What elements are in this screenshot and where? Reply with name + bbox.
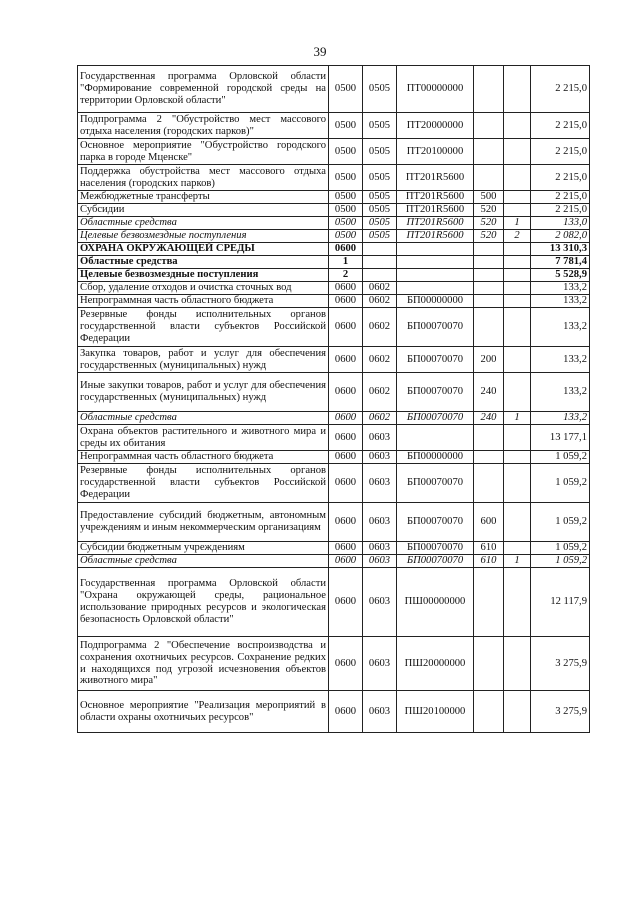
funding-source-cell	[504, 542, 531, 555]
subsection-code-cell: 0505	[363, 217, 397, 230]
expense-type-cell: 610	[474, 542, 504, 555]
funding-source-cell	[504, 637, 531, 691]
expense-type-cell	[474, 243, 504, 256]
funding-source-cell	[504, 269, 531, 282]
row-name-cell: Закупка товаров, работ и услуг для обеспечения государственных (муниципальных) нужд	[78, 347, 329, 373]
target-article-cell: БП00070070	[397, 308, 474, 347]
table-row	[78, 691, 590, 733]
section-code-cell: 0500	[329, 191, 363, 204]
table-row	[78, 204, 590, 217]
funding-source-cell: 2	[504, 230, 531, 243]
section-code-cell: 0600	[329, 412, 363, 425]
target-article-cell: БП00070070	[397, 347, 474, 373]
target-article-cell: ПТ201R5600	[397, 204, 474, 217]
row-name-cell: Подпрограмма 2 "Обеспечение воспроизводства и сохранения охотничьих ресурсов. Сохранение редких и находящихся под угрозой исчезновения объектов животного мира"	[78, 637, 329, 691]
amount-cell: 133,0	[531, 217, 590, 230]
target-article-cell: БП00000000	[397, 295, 474, 308]
amount-cell: 1 059,2	[531, 503, 590, 542]
expense-type-cell	[474, 451, 504, 464]
subsection-code-cell: 0603	[363, 555, 397, 568]
expense-type-cell: 520	[474, 204, 504, 217]
expense-type-cell	[474, 269, 504, 282]
row-name-cell: Подпрограмма 2 "Обустройство мест массового отдыха населения (городских парков)"	[78, 113, 329, 139]
funding-source-cell: 1	[504, 555, 531, 568]
amount-cell: 2 215,0	[531, 165, 590, 191]
funding-source-cell	[504, 295, 531, 308]
page-number: 39	[313, 44, 327, 59]
section-code-cell: 0500	[329, 165, 363, 191]
table-row	[78, 230, 590, 243]
amount-cell: 133,2	[531, 308, 590, 347]
target-article-cell: ПТ20000000	[397, 113, 474, 139]
expense-type-cell: 500	[474, 191, 504, 204]
target-article-cell: ПШ00000000	[397, 568, 474, 637]
section-code-cell: 0600	[329, 308, 363, 347]
amount-cell: 133,2	[531, 295, 590, 308]
expense-type-cell	[474, 637, 504, 691]
subsection-code-cell: 0505	[363, 230, 397, 243]
funding-source-cell: 1	[504, 412, 531, 425]
section-code-cell: 0600	[329, 451, 363, 464]
table-row	[78, 308, 590, 347]
section-code-cell: 0500	[329, 217, 363, 230]
subsection-code-cell: 0505	[363, 139, 397, 165]
funding-source-cell	[504, 243, 531, 256]
amount-cell: 1 059,2	[531, 542, 590, 555]
funding-source-cell	[504, 691, 531, 733]
amount-cell: 2 215,0	[531, 204, 590, 217]
row-name-cell: Областные средства	[78, 555, 329, 568]
subsection-code-cell	[363, 269, 397, 282]
table-row	[78, 191, 590, 204]
amount-cell: 12 117,9	[531, 568, 590, 637]
section-code-cell: 0600	[329, 568, 363, 637]
section-code-cell: 1	[329, 256, 363, 269]
subsection-code-cell: 0602	[363, 347, 397, 373]
table-row	[78, 555, 590, 568]
table-row	[78, 451, 590, 464]
table-row	[78, 373, 590, 412]
subsection-code-cell: 0603	[363, 425, 397, 451]
row-name-cell: Непрограммная часть областного бюджета	[78, 295, 329, 308]
subsection-code-cell: 0603	[363, 451, 397, 464]
amount-cell: 2 215,0	[531, 191, 590, 204]
funding-source-cell	[504, 308, 531, 347]
section-code-cell: 0600	[329, 373, 363, 412]
funding-source-cell	[504, 191, 531, 204]
row-name-cell: Государственная программа Орловской области "Формирование современной городской среды на территории Орловской области"	[78, 66, 329, 113]
funding-source-cell	[504, 425, 531, 451]
amount-cell: 133,2	[531, 412, 590, 425]
target-article-cell: БП00070070	[397, 503, 474, 542]
row-name-cell: Областные средства	[78, 217, 329, 230]
expense-type-cell	[474, 464, 504, 503]
subsection-code-cell: 0602	[363, 412, 397, 425]
funding-source-cell	[504, 464, 531, 503]
table-row	[78, 243, 590, 256]
funding-source-cell	[504, 66, 531, 113]
amount-cell: 133,2	[531, 282, 590, 295]
target-article-cell: ПТ201R5600	[397, 191, 474, 204]
funding-source-cell	[504, 451, 531, 464]
section-code-cell: 0500	[329, 230, 363, 243]
expense-type-cell	[474, 66, 504, 113]
row-name-cell: Охрана объектов растительного и животного мира и среды их обитания	[78, 425, 329, 451]
target-article-cell: БП00070070	[397, 464, 474, 503]
amount-cell: 1 059,2	[531, 555, 590, 568]
row-name-cell: Областные средства	[78, 412, 329, 425]
table-row	[78, 66, 590, 113]
target-article-cell: БП00000000	[397, 451, 474, 464]
row-name-cell: Резервные фонды исполнительных органов государственной власти субъектов Российской Федерации	[78, 308, 329, 347]
expense-type-cell: 240	[474, 412, 504, 425]
table-row	[78, 542, 590, 555]
row-name-cell: Субсидии	[78, 204, 329, 217]
funding-source-cell	[504, 256, 531, 269]
expense-type-cell: 200	[474, 347, 504, 373]
expense-type-cell	[474, 568, 504, 637]
target-article-cell: ПШ20000000	[397, 637, 474, 691]
section-code-cell: 0500	[329, 204, 363, 217]
expense-type-cell: 240	[474, 373, 504, 412]
funding-source-cell	[504, 139, 531, 165]
amount-cell: 5 528,9	[531, 269, 590, 282]
expense-type-cell	[474, 308, 504, 347]
expense-type-cell: 520	[474, 217, 504, 230]
row-name-cell: Целевые безвозмездные поступления	[78, 230, 329, 243]
section-code-cell: 0600	[329, 295, 363, 308]
funding-source-cell	[504, 113, 531, 139]
target-article-cell	[397, 282, 474, 295]
row-name-cell: Областные средства	[78, 256, 329, 269]
funding-source-cell	[504, 373, 531, 412]
table-row	[78, 347, 590, 373]
section-code-cell: 0600	[329, 282, 363, 295]
target-article-cell	[397, 256, 474, 269]
target-article-cell: ПТ20100000	[397, 139, 474, 165]
row-name-cell: Основное мероприятие "Реализация мероприятий в области охраны охотничьих ресурсов"	[78, 691, 329, 733]
expense-type-cell: 520	[474, 230, 504, 243]
row-name-cell: Предоставление субсидий бюджетным, автономным учреждениям и иным некоммерческим организациям	[78, 503, 329, 542]
amount-cell: 133,2	[531, 373, 590, 412]
amount-cell: 3 275,9	[531, 691, 590, 733]
table-row	[78, 412, 590, 425]
table-row	[78, 568, 590, 637]
expense-type-cell	[474, 691, 504, 733]
amount-cell: 7 781,4	[531, 256, 590, 269]
expense-type-cell	[474, 256, 504, 269]
row-name-cell: Основное мероприятие "Обустройство городского парка в городе Мценске"	[78, 139, 329, 165]
amount-cell: 3 275,9	[531, 637, 590, 691]
target-article-cell	[397, 425, 474, 451]
amount-cell: 2 082,0	[531, 230, 590, 243]
table-row	[78, 282, 590, 295]
section-code-cell: 0600	[329, 691, 363, 733]
section-code-cell: 0500	[329, 113, 363, 139]
subsection-code-cell: 0505	[363, 204, 397, 217]
target-article-cell: БП00070070	[397, 373, 474, 412]
table-row	[78, 113, 590, 139]
subsection-code-cell: 0602	[363, 282, 397, 295]
table-row	[78, 269, 590, 282]
expense-type-cell	[474, 165, 504, 191]
target-article-cell: БП00070070	[397, 542, 474, 555]
target-article-cell: БП00070070	[397, 412, 474, 425]
subsection-code-cell: 0505	[363, 165, 397, 191]
row-name-cell: Государственная программа Орловской области "Охрана окружающей среды, рациональное использование природных ресурсов и экологическая безопасность Орловской области"	[78, 568, 329, 637]
subsection-code-cell: 0603	[363, 637, 397, 691]
row-name-cell: Межбюджетные трансферты	[78, 191, 329, 204]
target-article-cell: ПТ00000000	[397, 66, 474, 113]
section-code-cell: 0600	[329, 503, 363, 542]
funding-source-cell	[504, 347, 531, 373]
target-article-cell: ПТ201R5600	[397, 230, 474, 243]
amount-cell: 1 059,2	[531, 464, 590, 503]
subsection-code-cell: 0603	[363, 503, 397, 542]
subsection-code-cell: 0602	[363, 295, 397, 308]
section-code-cell: 0600	[329, 425, 363, 451]
target-article-cell	[397, 269, 474, 282]
subsection-code-cell: 0603	[363, 568, 397, 637]
row-name-cell: Резервные фонды исполнительных органов государственной власти субъектов Российской Федерации	[78, 464, 329, 503]
subsection-code-cell	[363, 243, 397, 256]
funding-source-cell	[504, 282, 531, 295]
table-row	[78, 464, 590, 503]
target-article-cell: БП00070070	[397, 555, 474, 568]
subsection-code-cell: 0505	[363, 113, 397, 139]
table-row	[78, 503, 590, 542]
table-row	[78, 256, 590, 269]
section-code-cell: 0600	[329, 555, 363, 568]
subsection-code-cell: 0602	[363, 308, 397, 347]
subsection-code-cell: 0602	[363, 373, 397, 412]
row-name-cell: Субсидии бюджетным учреждениям	[78, 542, 329, 555]
row-name-cell: Поддержка обустройства мест массового отдыха населения (городских парков)	[78, 165, 329, 191]
target-article-cell: ПШ20100000	[397, 691, 474, 733]
section-code-cell: 0600	[329, 464, 363, 503]
amount-cell: 13 310,3	[531, 243, 590, 256]
expense-type-cell	[474, 282, 504, 295]
section-code-cell: 0500	[329, 139, 363, 165]
amount-cell: 2 215,0	[531, 113, 590, 139]
funding-source-cell	[504, 165, 531, 191]
section-code-cell: 0600	[329, 347, 363, 373]
amount-cell: 2 215,0	[531, 66, 590, 113]
funding-source-cell	[504, 568, 531, 637]
section-code-cell: 2	[329, 269, 363, 282]
funding-source-cell	[504, 503, 531, 542]
expense-type-cell	[474, 139, 504, 165]
budget-table	[77, 65, 590, 733]
budget-table-body	[78, 66, 590, 733]
table-row	[78, 425, 590, 451]
subsection-code-cell: 0603	[363, 464, 397, 503]
section-code-cell: 0600	[329, 542, 363, 555]
funding-source-cell	[504, 204, 531, 217]
subsection-code-cell	[363, 256, 397, 269]
row-name-cell: Непрограммная часть областного бюджета	[78, 451, 329, 464]
target-article-cell: ПТ201R5600	[397, 217, 474, 230]
table-row	[78, 139, 590, 165]
table-row	[78, 637, 590, 691]
row-name-cell: Целевые безвозмездные поступления	[78, 269, 329, 282]
row-name-cell: ОХРАНА ОКРУЖАЮЩЕЙ СРЕДЫ	[78, 243, 329, 256]
table-row	[78, 295, 590, 308]
amount-cell: 13 177,1	[531, 425, 590, 451]
expense-type-cell	[474, 425, 504, 451]
section-code-cell: 0600	[329, 637, 363, 691]
section-code-cell: 0500	[329, 66, 363, 113]
subsection-code-cell: 0505	[363, 66, 397, 113]
subsection-code-cell: 0505	[363, 191, 397, 204]
expense-type-cell	[474, 113, 504, 139]
row-name-cell: Иные закупки товаров, работ и услуг для обеспечения государственных (муниципальных) нужд	[78, 373, 329, 412]
target-article-cell: ПТ201R5600	[397, 165, 474, 191]
funding-source-cell: 1	[504, 217, 531, 230]
amount-cell: 133,2	[531, 347, 590, 373]
subsection-code-cell: 0603	[363, 542, 397, 555]
row-name-cell: Сбор, удаление отходов и очистка сточных вод	[78, 282, 329, 295]
amount-cell: 1 059,2	[531, 451, 590, 464]
table-row	[78, 165, 590, 191]
table-row	[78, 217, 590, 230]
subsection-code-cell: 0603	[363, 691, 397, 733]
section-code-cell: 0600	[329, 243, 363, 256]
target-article-cell	[397, 243, 474, 256]
expense-type-cell: 610	[474, 555, 504, 568]
expense-type-cell: 600	[474, 503, 504, 542]
expense-type-cell	[474, 295, 504, 308]
amount-cell: 2 215,0	[531, 139, 590, 165]
